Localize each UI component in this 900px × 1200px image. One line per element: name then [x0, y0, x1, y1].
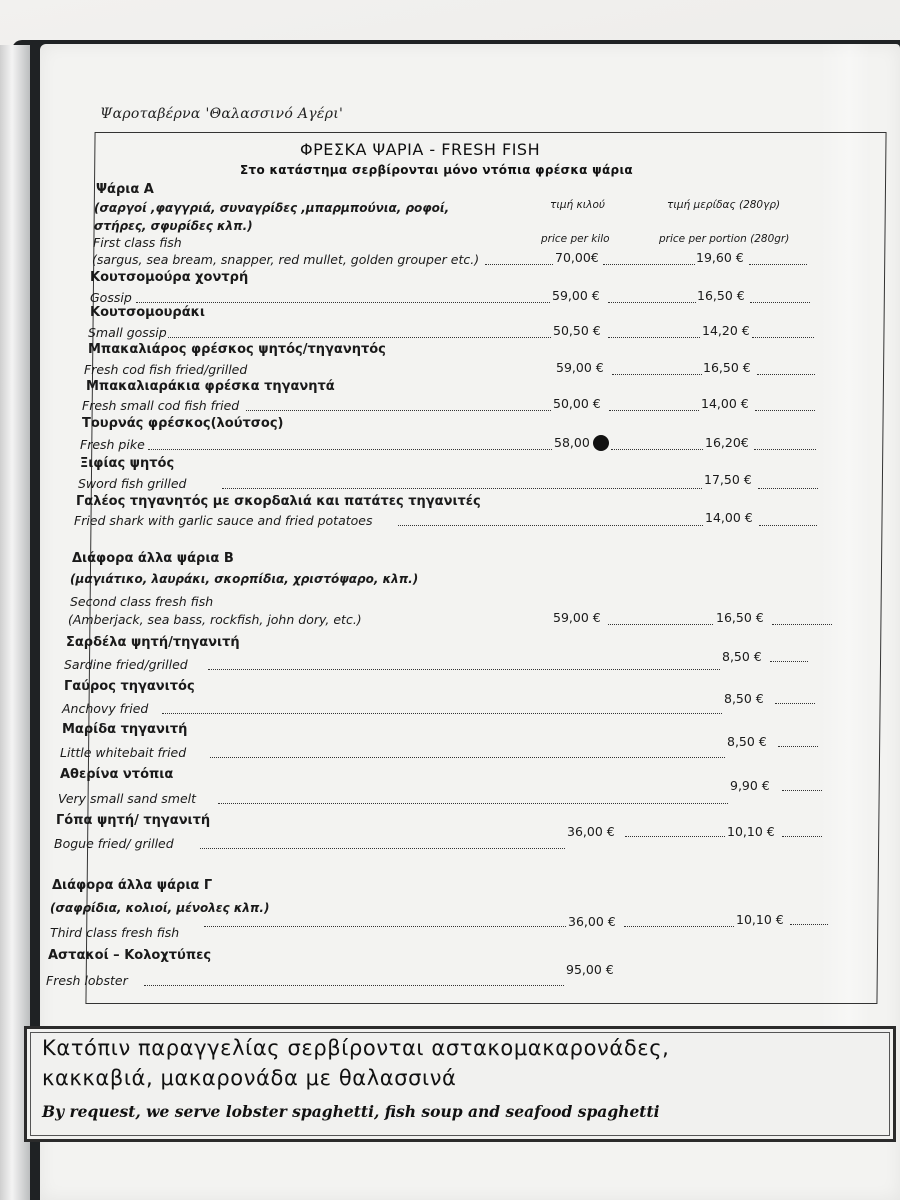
- price-portion: 14,00 €: [701, 396, 749, 411]
- leader-dots: [200, 848, 565, 849]
- item-name-en: Sardine fried/grilled: [64, 657, 188, 672]
- leader-dots: [778, 746, 818, 747]
- leader-dots: [750, 302, 810, 303]
- price-kilo: 36,00 €: [567, 824, 615, 839]
- item-name-en: Sword fish grilled: [78, 476, 187, 491]
- price-kilo: 59,00 €: [556, 360, 604, 375]
- item-name-en: Third class fresh fish: [50, 925, 180, 940]
- leader-dots: [757, 374, 815, 375]
- item-name-gr: Σαρδέλα ψητή/τηγανιτή: [66, 635, 240, 650]
- leader-dots: [754, 449, 816, 450]
- leader-dots: [603, 264, 695, 265]
- leader-dots: [136, 302, 550, 303]
- column-header-kilo-gr: τιμή κιλού: [550, 199, 606, 211]
- item-name-gr: Μπακαλιαράκια φρέσκα τηγανητά: [86, 379, 335, 394]
- item-name-gr: Διάφορα άλλα ψάρια Γ: [52, 878, 213, 893]
- leader-dots: [208, 669, 720, 670]
- column-header-kilo-en: price per kilo: [541, 233, 610, 245]
- price-kilo: 70,00€: [555, 250, 599, 265]
- leader-dots: [608, 624, 713, 625]
- item-name-gr: Κουτσομούρα χοντρή: [90, 270, 249, 285]
- price-portion: 8,50 €: [722, 649, 762, 664]
- column-header-portion-gr: τιμή μερίδας (280γρ): [667, 199, 781, 211]
- promo-text-gr: Κατόπιν παραγγελίας σερβίρονται αστακομακαρονάδες,: [42, 1036, 670, 1060]
- price-kilo: 50,50 €: [553, 323, 601, 338]
- leader-dots: [609, 410, 699, 411]
- item-name-gr: Μαρίδα τηγανιτή: [62, 722, 188, 737]
- price-portion: 9,90 €: [730, 778, 770, 793]
- price-portion: 16,50 €: [716, 610, 764, 625]
- price-kilo: 36,00 €: [568, 914, 616, 929]
- item-name-en: (Amberjack, sea bass, rockfish, john dory, etc.): [68, 612, 362, 627]
- item-name-gr: Διάφορα άλλα ψάρια Β: [72, 551, 234, 566]
- leader-dots: [782, 790, 822, 791]
- item-name-en: Fried shark with garlic sauce and fried potatoes: [74, 513, 373, 528]
- leader-dots: [759, 525, 817, 526]
- leader-dots: [790, 924, 828, 925]
- item-name-en: Small gossip: [88, 325, 167, 340]
- item-name-gr: Γαλέος τηγανητός με σκορδαλιά και πατάτες τηγανιτές: [76, 494, 481, 509]
- item-name-gr: Τουρνάς φρέσκος(λούτσος): [82, 416, 284, 431]
- leader-dots: [775, 703, 815, 704]
- price-kilo: 59,00 €: [552, 288, 600, 303]
- item-name-gr: Μπακαλιάρος φρέσκος ψητός/τηγανητός: [88, 342, 386, 357]
- item-name-en: Fresh lobster: [46, 973, 128, 988]
- leader-dots: [608, 337, 700, 338]
- item-name-en: Very small sand smelt: [58, 791, 197, 806]
- item-name-gr: Γόπα ψητή/ τηγανιτή: [56, 813, 211, 828]
- price-kilo: 59,00 €: [553, 610, 601, 625]
- item-name-en: (sargus, sea bream, snapper, red mullet, golden grouper etc.): [92, 252, 480, 267]
- leader-dots: [755, 410, 815, 411]
- price-portion: 17,50 €: [704, 472, 752, 487]
- price-portion: 8,50 €: [727, 734, 767, 749]
- price-portion: 14,20 €: [702, 323, 750, 338]
- leader-dots: [608, 302, 696, 303]
- leader-dots: [144, 985, 564, 986]
- item-name-en: Fresh pike: [80, 437, 145, 452]
- leader-dots: [611, 449, 703, 450]
- leader-dots: [749, 264, 807, 265]
- leader-dots: [758, 488, 818, 489]
- page-subtitle: Στο κατάστημα σερβίρονται μόνο ντόπια φρέσκα ψάρια: [240, 163, 633, 177]
- leader-dots: [218, 803, 728, 804]
- item-name-gr: Αστακοί – Κολοχτύπες: [48, 948, 212, 963]
- item-name-gr: Ψάρια Α: [96, 182, 154, 197]
- item-note-gr: (μαγιάτικο, λαυράκι, σκορπίδια, χριστόψαρο, κλπ.): [70, 572, 419, 586]
- leader-dots: [612, 374, 702, 375]
- restaurant-name: Ψαροταβέρνα 'Θαλασσινό Αγέρι': [100, 106, 344, 122]
- leader-dots: [782, 836, 822, 837]
- price-portion: 8,50 €: [724, 691, 764, 706]
- item-name-gr: Ξιφίας ψητός: [80, 456, 175, 471]
- leader-dots: [162, 713, 722, 714]
- item-name-gr: Αθερίνα ντόπια: [60, 767, 174, 782]
- item-note-gr: στήρες, σφυρίδες κλπ.): [94, 219, 253, 233]
- item-name-en: Bogue fried/ grilled: [54, 836, 174, 851]
- leader-dots: [772, 624, 832, 625]
- leader-dots: [210, 757, 725, 758]
- leader-dots: [222, 488, 702, 489]
- page-title: ΦΡΕΣΚΑ ΨΑΡΙΑ - FRESH FISH: [300, 140, 541, 159]
- item-name-en: Fresh small cod fish fried: [82, 398, 240, 413]
- price-portion: 16,50 €: [697, 288, 745, 303]
- item-name-en: Little whitebait fried: [60, 745, 187, 760]
- column-header-portion-en: price per portion (280gr): [659, 233, 790, 245]
- leader-dots: [148, 449, 552, 450]
- price-kilo: 50,00 €: [553, 396, 601, 411]
- price-kilo: 58,00: [554, 435, 590, 450]
- price-portion: 10,10 €: [727, 824, 775, 839]
- item-name-en: Anchovy fried: [62, 701, 149, 716]
- price-portion: 14,00 €: [705, 510, 753, 525]
- leader-dots: [168, 337, 551, 338]
- leader-dots: [625, 836, 725, 837]
- item-name-en: Gossip: [90, 290, 132, 305]
- price-kilo: 95,00 €: [566, 962, 614, 977]
- leader-dots: [204, 926, 566, 927]
- promo-text-en: By request, we serve lobster spaghetti, fish soup and seafood spaghetti: [42, 1102, 660, 1121]
- leader-dots: [770, 661, 808, 662]
- item-name-en: First class fish: [93, 235, 182, 250]
- leader-dots: [485, 264, 553, 265]
- item-name-en: Fresh cod fish fried/grilled: [84, 362, 248, 377]
- promo-text-gr: κακκαβιά, μακαρονάδα με θαλασσινά: [42, 1066, 457, 1090]
- item-note-gr: (σαφρίδια, κολιοί, μένολες κλπ.): [50, 901, 270, 915]
- item-name-en: Second class fresh fish: [70, 594, 214, 609]
- price-portion: 10,10 €: [736, 912, 784, 927]
- price-portion: 16,50 €: [703, 360, 751, 375]
- item-name-gr: Κουτσομουράκι: [90, 305, 205, 320]
- item-name-gr: Γαύρος τηγανιτός: [64, 679, 195, 694]
- ink-smudge: [593, 435, 609, 451]
- leader-dots: [624, 926, 734, 927]
- leader-dots: [752, 337, 814, 338]
- item-note-gr: (σαργοί ,φαγγριά, συναγρίδες ,μπαρμπούνια, ροφοί,: [94, 201, 450, 215]
- price-portion: 16,20€: [705, 435, 749, 450]
- leader-dots: [246, 410, 551, 411]
- leader-dots: [398, 525, 703, 526]
- price-portion: 19,60 €: [696, 250, 744, 265]
